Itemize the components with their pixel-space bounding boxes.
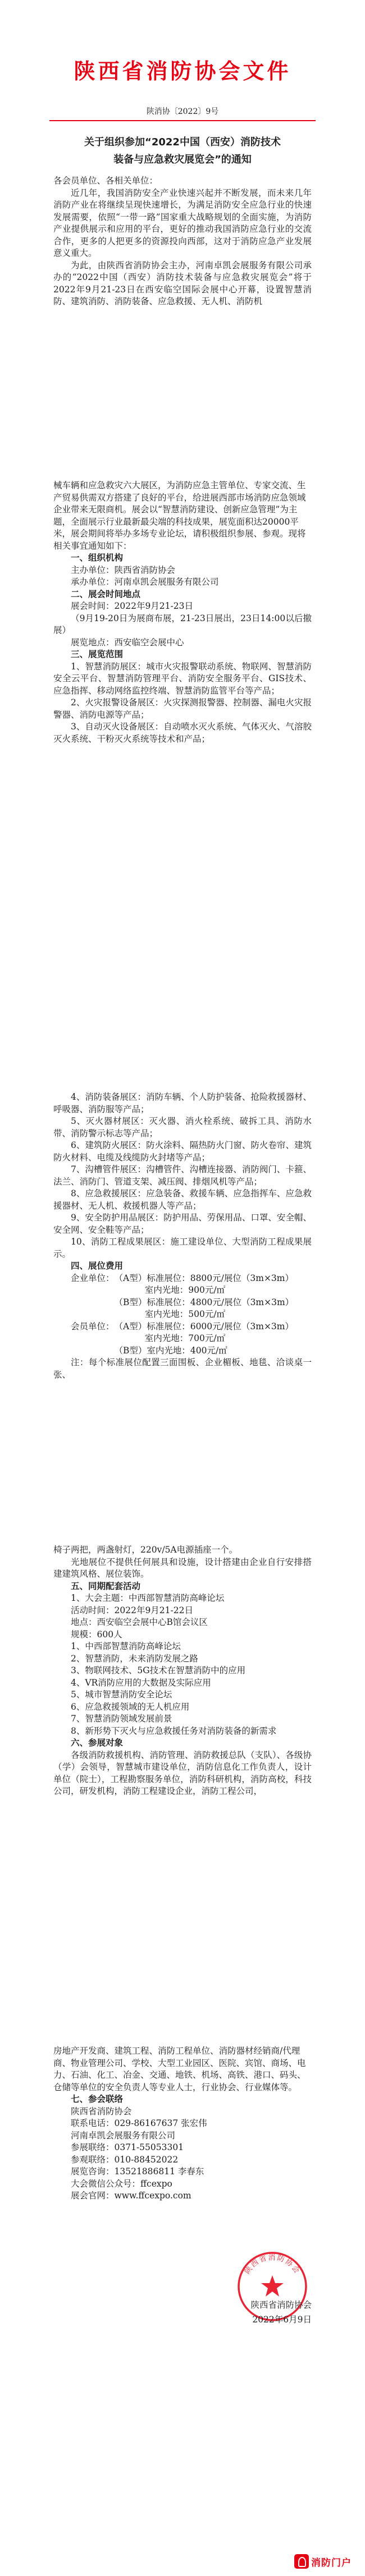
scope-item: 6、建筑防火展区：防火涂料、隔热防火门窗、防火卷帘、建筑防火材料、电缆及线缆防火封堵等产品； [53,1140,312,1163]
scope-item: 2、火灾报警设备展区：火灾探测报警器、控制器、漏电火灾报警器、消防电源等产品； [53,697,312,720]
contact-line: 参观联络：010-88452022 [71,2154,179,2165]
host-unit: 主办单位：陕西省消防协会 [71,564,176,575]
seal-text-path: 陕西省消防协会 [243,2253,302,2276]
forum-topic: 2、智慧消防，未来消防发展之路 [71,1653,198,1664]
fee-line: （B型）室内光地：400元/㎡ [114,1345,227,1356]
section-heading-organization: 一、组织机构 [71,553,124,563]
official-seal-icon [236,2250,309,2323]
signature-org: 陕西省消防协会 [250,2300,312,2310]
page-5-body [53,2045,312,2202]
seal-star-icon [261,2275,284,2297]
fee-line: 室内光地：700元/㎡ [144,1333,226,1343]
scope-item: 3、自动灭火设备展区：自动喷水灭火系统、气体灭火、气溶胶灭火系统、干粉灭火系统等技术和产品； [53,722,312,744]
scope-item: 8、应急救援展区：应急装备、救援车辆、应急指挥车、应急救援器材、无人机、救援机器人等产品； [53,1188,312,1211]
scope-item: 7、沟槽管件展区：沟槽管件、沟槽连接器、消防阀门、卡箍、法兰、消防门、管道支架、减压阀、排烟风机等产品； [53,1164,312,1187]
fee-line: （B型）标准展位：4800元/展位（3m×3m） [114,1297,294,1307]
scope-item: 5、灭火器材展区：灭火器、消火栓系统、破拆工具、消防水带、消防警示标志等产品； [53,1116,312,1138]
org-header-title: 陕西省消防协会文件 [74,59,291,84]
raw-space-note: 光地展位不提供任何展具和设施，设计搭建由企业自行安排搭建建筑风格、展位装饰。 [53,1556,312,1579]
scope-item: 10、消防工程成果展区：施工建设单位、大型消防工程成果展示。 [53,1237,312,1259]
fee-group-label: 会员单位： [71,1321,115,1331]
fee-note: 注：每个标准展位配置三面围板、企业楣板、地毯、洽谈桌一张、 [53,1357,312,1380]
page-3-body [53,1091,312,1381]
contact-line: 展览咨询：13521886811 李春东 [71,2166,204,2176]
section-heading-scope: 三、展览范围 [71,649,124,659]
salutation: 各会员单位、各相关单位： [53,176,158,186]
audience-paragraph-continued: 房地产开发商、建筑工程、消防工程单位、消防器材经销商/代理商、物业管理公司、学校、大型工业园区、医院、宾馆、商场、电力、石油、化工、冶金、交通、地铁、机场、高铁、港口、码头、仓储等单位的安全负责人等专业人士，行业协会、行业媒体等。 [53,2046,306,2092]
contact-line: 河南卓凯会展服务有限公司 [71,2130,176,2141]
event-time: 活动时间：2022年9月21-22日 [71,1605,193,1615]
section-heading-fees: 四、展位费用 [71,1261,124,1271]
event-scale: 规模：600人 [71,1629,122,1640]
watermark-text: 消防门户 [311,2557,352,2569]
exhibition-venue: 展览地点：西安临空会展中心 [71,637,184,648]
event-place: 地点：西安临空会展中心B馆会议区 [71,1617,208,1627]
intro-paragraph: 近几年，我国消防安全产业快速兴起并不断发展，而未来几年消防产业在将继续呈现快速增长，为满足消防安全应急行业的快速发展需要，依照“一带一路”国家重大战略规划的全面实施，为消防产业提供展示和应用的平台，更好的推动我国消防应急行业的交流合作，更多的人把更多的资源投向西部，这对于消防应急产业发展意义重大。 [53,187,312,258]
fee-line: 室内光地：500元/㎡ [144,1309,226,1319]
forum-topic: 5、城市智慧消防安全论坛 [71,1689,172,1700]
fee-lines [115,1321,312,1357]
exhibition-time: 展会时间：2022年9月21-23日 [71,601,193,611]
fee-group-enterprise [53,1273,312,1321]
contact-line: 联系电话：029-86167637 张宏伟 [71,2118,207,2128]
watermark-flame-icon [294,2554,309,2569]
contact-line: 大会微信公众号：ffcexpo [71,2178,172,2189]
notice-title-line-1: 关于组织参加“2022中国（西安）消防技术 [84,136,281,148]
forum-topic: 6、应急救援领域的无人机应用 [71,1701,190,1712]
page-2-body [53,480,312,745]
fee-lines [115,1273,312,1321]
forum-topic: 7、智慧消防领域发展前景 [71,1714,172,1724]
fee-line: （A型）标准展位：6000元/展位（3m×3m） [114,1321,294,1331]
fee-line: 室内光地：900元/㎡ [144,1285,226,1295]
contact-line: 展会官网：www.ffcexpo.com [71,2191,191,2201]
forum-topic: 1、中西部智慧消防高峰论坛 [71,1641,181,1651]
forum-topic: 3、物联网技术、5G技术在智慧消防中的应用 [71,1665,246,1675]
fee-group-label: 企业单位： [71,1273,115,1283]
exhibition-schedule: （9月19-20日为展商布展，21-23日展出，23日14:00以后撤展） [53,613,312,635]
fee-group-member [53,1321,312,1357]
red-divider [49,120,316,121]
section-heading-events: 五、同期配套活动 [71,1581,141,1591]
fee-note-continued: 椅子两把，两盏射灯，220v/5A电源插座一个。 [53,1545,238,1555]
section-heading-audience: 六、参展对象 [71,1738,124,1748]
notice-title-line-2: 装备与应急救灾展览会”的通知 [113,154,252,166]
scope-item: 4、消防装备展区：消防车辆、个人防护装备、抢险救援器材、呼吸器、消防服等产品； [53,1092,312,1114]
fee-line: （A型）标准展位：8800元/展位（3m×3m） [114,1273,294,1283]
signature-date: 2022年6月9日 [252,2315,312,2325]
forum-topic: 4、VR消防应用的大数据及实际应用 [71,1677,211,1688]
watermark-logo [294,2551,362,2572]
scope-item: 1、智慧消防展区：城市火灾报警联动系统、物联网、智慧消防安全云平台、智慧消防管理平台、消防安全服务平台、GIS技术、应急指挥、移动网络监控终端、智慧消防监管平台等产品； [53,661,312,696]
audience-paragraph: 各级消防救援机构、消防管理、消防救援总队（支队）、各级协（学）会领导，智慧城市建设单位，消防信息化工作负责人，设计单位（院士），工程勘察服务单位，消防科研机构，消防高校，科技公司，研发机构，消防工程建设企业，消防工程公司， [53,1750,312,1796]
event-paragraph-continued: 械车辆和应急救灾六大展区，为消防应急主管单位、专家交流、生产贸易供需双方搭建了良好的平台，给进展西部市场消防应急领域企业带来无限商机。展会以“智慧消防建设、创新应急管理”为主题，全面展示行业最新最尖端的科技成果，展览面积达20000平米，展会期间将举办多场专业论坛，请积极组织参展、参观。现将相关事宜通知如下： [53,480,306,551]
contact-line: 参展联络：0371-55053301 [71,2142,184,2152]
section-heading-time-place: 二、展会时间地点 [71,589,141,599]
section-heading-contact: 七、参会联络 [71,2094,124,2104]
seal-text [243,2253,301,2276]
page-1-body [53,175,312,308]
organizer-unit: 承办单位：河南卓凯会展服务有限公司 [71,577,219,587]
event-theme: 1、大会主题：中西部智慧消防高峰论坛 [71,1593,225,1603]
scope-item: 9、安全防护用品展区：防护用品、劳保用品、口罩、安全帽、安全网、安全鞋等产品； [53,1213,312,1235]
document-number: 陕消协〔2022〕9号 [146,107,219,116]
page-4-body [53,1544,312,1798]
contact-line: 陕西省消防协会 [71,2106,132,2116]
forum-topic: 8、新形势下灭火与应急救援任务对消防装备的新需求 [71,1725,277,1736]
event-paragraph: 为此，由陕西省消防协会主办，河南卓凯会展服务有限公司承办的“2022中国（西安）消防技术装备与应急救灾展览会”将于2022年9月21-23日在西安临空国际会展中心开幕，设置智慧消防、建筑消防、消防装备、应急救援、无人机、消防机 [53,260,312,306]
notice-title [0,134,365,168]
